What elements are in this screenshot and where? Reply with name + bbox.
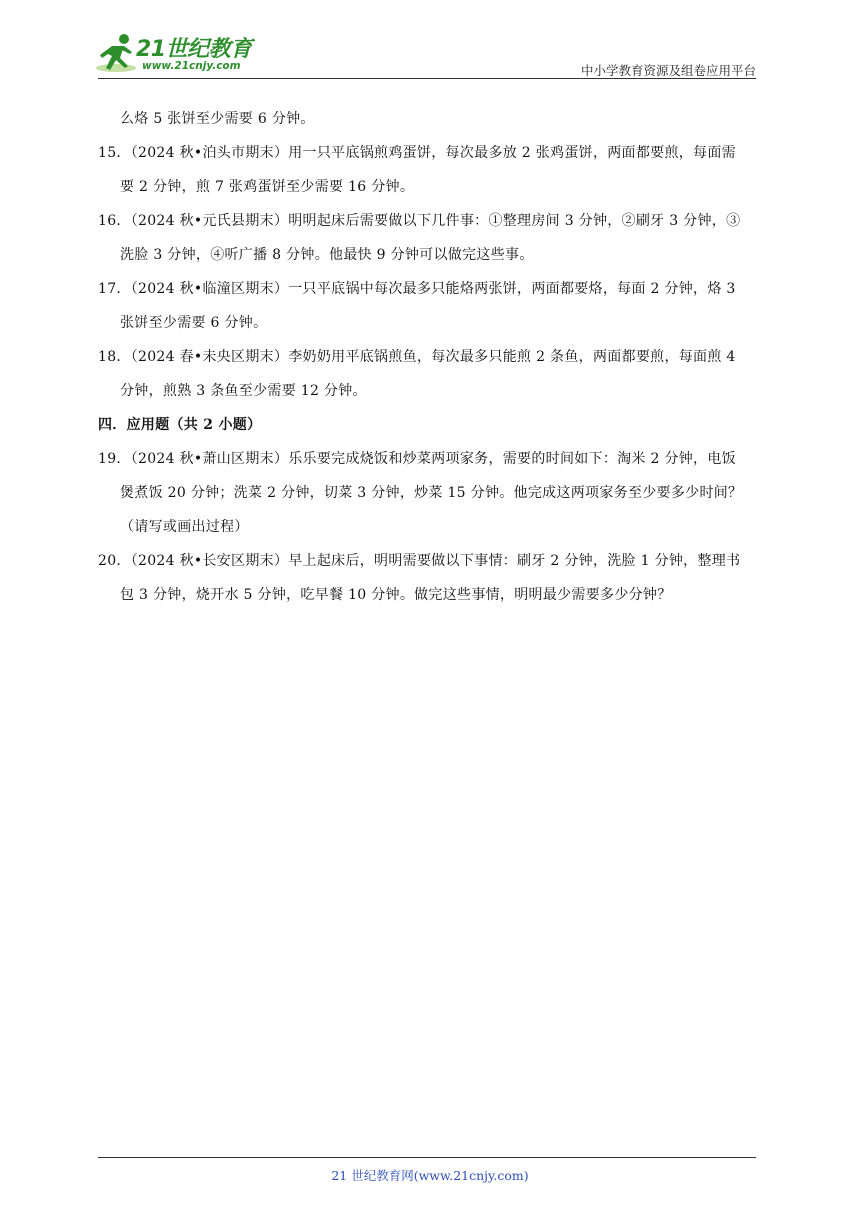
question-15-line-1: 15．（2024 秋•泊头市期末）用一只平底锅煎鸡蛋饼，每次最多放 2 张鸡蛋饼，两面都要煎，每面需 <box>98 145 736 161</box>
question-15-line-2: 要 2 分钟，煎 7 张鸡蛋饼至少需要 16 分钟。 <box>120 179 415 195</box>
question-17-line-1: 17．（2024 秋•临潼区期末）一只平底锅中每次最多只能烙两张饼，两面都要烙，每面 2 分钟，烙 3 <box>98 281 736 297</box>
question-16-line-2: 洗脸 3 分钟，④听广播 8 分钟。他最快 9 分钟可以做完这些事。 <box>120 247 534 263</box>
logo-url: www.21cnjy.com <box>142 60 241 72</box>
question-16-line-1: 16．（2024 秋•元氏县期末）明明起床后需要做以下几件事：①整理房间 3 分钟，②刷牙 3 分钟，③ <box>98 213 741 229</box>
footer-divider <box>98 1157 756 1158</box>
header-divider <box>98 78 756 79</box>
text-line: 么烙 5 张饼至少需要 6 分钟。 <box>120 111 315 127</box>
header-platform-text: 中小学教育资源及组卷应用平台 <box>580 63 756 78</box>
page-header <box>0 0 860 84</box>
site-logo <box>94 30 264 80</box>
question-17-line-2: 张饼至少需要 6 分钟。 <box>120 315 268 331</box>
logo-text: 21世纪教育 <box>136 37 252 62</box>
document-body <box>98 102 762 612</box>
question-19-line-2: 煲煮饭 20 分钟；洗菜 2 分钟，切菜 3 分钟，炒菜 15 分钟。他完成这两项家务至少要多少时间？ <box>120 485 743 501</box>
question-18-line-2: 分钟，煎熟 3 条鱼至少需要 12 分钟。 <box>120 383 367 399</box>
question-19-line-3: （请写或画出过程） <box>120 519 249 535</box>
question-18-line-1: 18．（2024 春•未央区期末）李奶奶用平底锅煎鱼，每次最多只能煎 2 条鱼，两面都要煎，每面煎 4 <box>98 349 736 365</box>
section-heading: 四．应用题（共 2 小题） <box>98 417 262 433</box>
footer-text: 21 世纪教育网(www.21cnjy.com) <box>331 1168 529 1183</box>
question-20-line-1: 20．（2024 秋•长安区期末）早上起床后，明明需要做以下事情：刷牙 2 分钟，洗脸 1 分钟，整理书 <box>98 553 741 569</box>
runner-logo-icon <box>94 32 140 78</box>
question-19-line-1: 19．（2024 秋•萧山区期末）乐乐要完成烧饭和炒菜两项家务，需要的时间如下：淘米 2 分钟，电饭 <box>98 451 736 467</box>
question-20-line-2: 包 3 分钟，烧开水 5 分钟，吃早餐 10 分钟。做完这些事情，明明最少需要多少分钟？ <box>120 587 672 603</box>
